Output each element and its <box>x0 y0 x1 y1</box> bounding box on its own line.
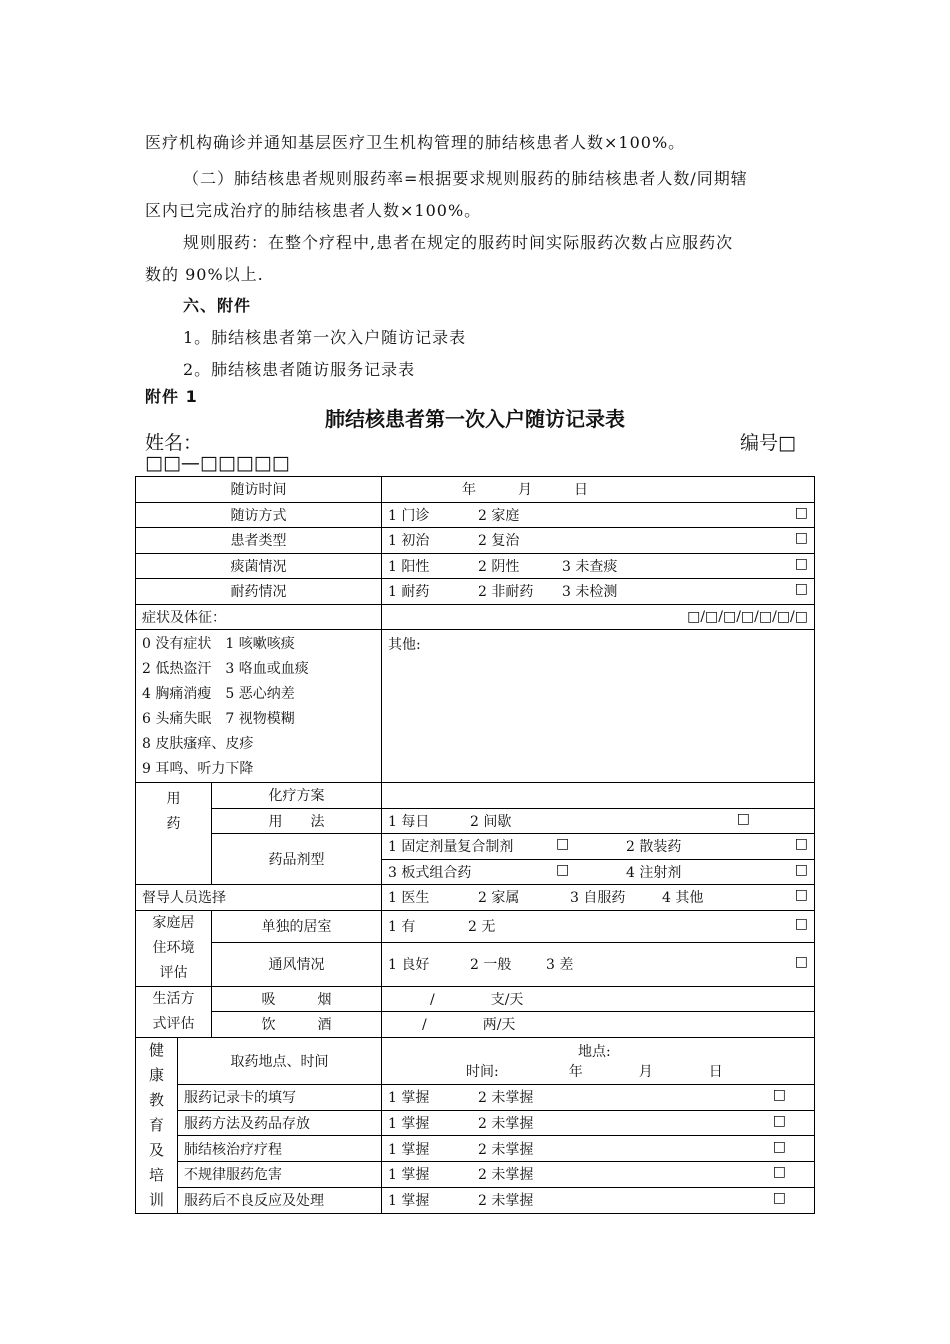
row-supervisor <box>136 885 815 911</box>
checkbox[interactable]: □ <box>556 836 570 853</box>
symptom-item: 4 胸痛消瘦 5 恶心纳差 <box>142 686 295 702</box>
text-line-2: （二）肺结核患者规则服药率=根据要求规则服药的肺结核患者人数/同期辖 <box>183 169 748 188</box>
smoking-value[interactable]: / 支/天 <box>382 986 815 1012</box>
sputum-label: 痰菌情况 <box>136 553 382 579</box>
option: 4 注射剂 <box>626 864 682 881</box>
option: 3 未查痰 <box>562 558 618 575</box>
section-heading: 六、附件 <box>183 296 252 315</box>
option: 2 非耐药 <box>478 584 534 601</box>
row-usage <box>136 808 815 834</box>
option: 1 门诊 <box>388 507 430 524</box>
row-edu-item <box>136 1187 815 1213</box>
number-label: 编号□ <box>740 432 796 454</box>
number-boxes: □□—□□□□□ <box>145 452 290 474</box>
checkbox[interactable]: □ <box>556 861 570 878</box>
edu-item-label: 服药后不良反应及处理 <box>178 1187 382 1213</box>
row-resistance <box>136 579 815 605</box>
option: 2 未掌握 <box>478 1090 534 1107</box>
room-label: 单独的居室 <box>212 910 382 942</box>
option: 1 掌握 <box>388 1090 430 1107</box>
row-sputum <box>136 553 815 579</box>
patient-type-label: 患者类型 <box>136 528 382 554</box>
checkbox[interactable]: □ <box>772 1190 786 1207</box>
checkbox[interactable]: □ <box>794 530 808 547</box>
name-label: 姓名： <box>145 432 203 454</box>
option: 2 未掌握 <box>478 1141 534 1158</box>
usage-label: 用 法 <box>212 808 382 834</box>
checkbox[interactable]: □ <box>794 954 808 971</box>
option: 1 耐药 <box>388 584 430 601</box>
regimen-value[interactable] <box>382 783 815 809</box>
drinking-label: 饮 酒 <box>212 1012 382 1038</box>
row-visit-time <box>136 477 815 503</box>
pickup-time: 时间: 年 月 日 <box>466 1063 723 1080</box>
option: 2 未掌握 <box>478 1167 534 1184</box>
symptom-item: 0 没有症状 1 咳嗽咳痰 <box>142 636 295 652</box>
option: 2 复治 <box>478 533 520 550</box>
row-symptoms-header <box>136 604 815 630</box>
row-ventilation <box>136 942 815 986</box>
supervisor-label: 督导人员选择 <box>136 885 382 911</box>
option: 1 阳性 <box>388 558 430 575</box>
pickup-value[interactable] <box>382 1037 815 1084</box>
row-patient-type <box>136 528 815 554</box>
checkbox[interactable]: □ <box>772 1087 786 1104</box>
pickup-label: 取药地点、时间 <box>178 1037 382 1084</box>
text-line-4: 规则服药：在整个疗程中,患者在规定的服药时间实际服药次数占应服药次 <box>183 233 734 252</box>
education-group-label: 健 康 教 育 及 培 训 <box>136 1037 178 1213</box>
edu-item-label: 服药记录卡的填写 <box>178 1084 382 1110</box>
symptoms-title: 症状及体征： <box>136 604 382 630</box>
text-line-1: 医疗机构确诊并通知基层医疗卫生机构管理的肺结核患者人数×100%。 <box>145 133 686 152</box>
checkbox[interactable]: □ <box>794 581 808 598</box>
home-env-group-label: 家庭居 住环境 评估 <box>136 910 212 986</box>
symptom-item: 2 低热盗汗 3 咯血或血痰 <box>142 661 309 677</box>
row-edu-item <box>136 1110 815 1136</box>
option: 3 未检测 <box>562 584 618 601</box>
edu-item-label: 肺结核治疗疗程 <box>178 1136 382 1162</box>
option: 1 初治 <box>388 533 430 550</box>
checkbox[interactable]: □ <box>736 810 750 827</box>
text-line-5: 数的 90%以上. <box>145 265 264 284</box>
ventilation-label: 通风情况 <box>212 942 382 986</box>
row-regimen <box>136 783 815 809</box>
option: 2 散装药 <box>626 839 682 856</box>
visit-time-label: 随访时间 <box>136 477 382 503</box>
resistance-label: 耐药情况 <box>136 579 382 605</box>
option: 1 掌握 <box>388 1193 430 1210</box>
checkbox[interactable]: □ <box>794 836 808 853</box>
option: 1 掌握 <box>388 1115 430 1132</box>
checkbox[interactable]: □ <box>794 555 808 572</box>
attachment-label: 附件 1 <box>145 387 198 406</box>
smoking-label: 吸 烟 <box>212 986 382 1012</box>
option: 1 固定剂量复合制剂 <box>388 839 514 856</box>
drinking-value[interactable]: / 两/天 <box>382 1012 815 1038</box>
visit-method-label: 随访方式 <box>136 502 382 528</box>
symptom-item: 9 耳鸣、听力下降 <box>142 761 254 777</box>
row-symptoms-body <box>136 630 815 783</box>
edu-item-label: 服药方法及药品存放 <box>178 1110 382 1136</box>
option: 2 家庭 <box>478 507 520 524</box>
row-form-1 <box>136 834 815 860</box>
row-drinking <box>136 1012 815 1038</box>
option: 4 其他 <box>662 890 704 907</box>
symptom-item: 6 头痛失眠 7 视物模糊 <box>142 711 295 727</box>
edu-item-label: 不规律服药危害 <box>178 1162 382 1188</box>
row-visit-method <box>136 502 815 528</box>
option: 2 一般 <box>470 957 512 974</box>
checkbox[interactable]: □ <box>794 504 808 521</box>
row-edu-item <box>136 1136 815 1162</box>
row-room <box>136 910 815 942</box>
option: 3 差 <box>546 957 574 974</box>
regimen-label: 化疗方案 <box>212 783 382 809</box>
option: 2 未掌握 <box>478 1115 534 1132</box>
visit-time-value[interactable]: 年 月 日 <box>382 477 815 503</box>
checkbox[interactable]: □ <box>794 916 808 933</box>
row-smoking <box>136 986 815 1012</box>
checkbox[interactable]: □ <box>772 1138 786 1155</box>
row-edu-item <box>136 1162 815 1188</box>
option: 3 板式组合药 <box>388 864 472 881</box>
option: 3 自服药 <box>570 890 626 907</box>
option: 1 掌握 <box>388 1141 430 1158</box>
option: 1 每日 <box>388 813 430 830</box>
symptom-item: 8 皮肤瘙痒、皮疹 <box>142 736 254 752</box>
text-line-3: 区内已完成治疗的肺结核患者人数×100%。 <box>145 201 482 220</box>
form-label: 药品剂型 <box>212 834 382 885</box>
followup-form-table <box>135 476 815 1214</box>
form-title: 肺结核患者第一次入户随访记录表 <box>325 407 625 431</box>
attachment-item-1: 1。肺结核患者第一次入户随访记录表 <box>183 328 467 347</box>
option: 2 无 <box>468 919 496 936</box>
symptoms-checkboxes[interactable]: □/□/□/□/□/□/□ <box>382 604 815 630</box>
option: 1 有 <box>388 919 416 936</box>
symptoms-list <box>136 630 382 783</box>
option: 1 掌握 <box>388 1167 430 1184</box>
option: 2 间歇 <box>470 813 512 830</box>
pickup-place: 地点: <box>578 1043 611 1060</box>
row-pickup <box>136 1037 815 1084</box>
symptoms-other[interactable]: 其他: <box>382 630 815 783</box>
option: 1 良好 <box>388 957 430 974</box>
checkbox[interactable]: □ <box>794 861 808 878</box>
row-edu-item <box>136 1084 815 1110</box>
option: 1 医生 <box>388 890 430 907</box>
medication-group-label: 用 药 <box>136 783 212 885</box>
checkbox[interactable]: □ <box>772 1164 786 1181</box>
checkbox[interactable]: □ <box>794 887 808 904</box>
option: 2 家属 <box>478 890 520 907</box>
option: 2 阴性 <box>478 558 520 575</box>
checkbox[interactable]: □ <box>772 1112 786 1129</box>
option: 2 未掌握 <box>478 1193 534 1210</box>
lifestyle-group-label: 生活方 式评估 <box>136 986 212 1037</box>
attachment-item-2: 2。肺结核患者随访服务记录表 <box>183 360 416 379</box>
